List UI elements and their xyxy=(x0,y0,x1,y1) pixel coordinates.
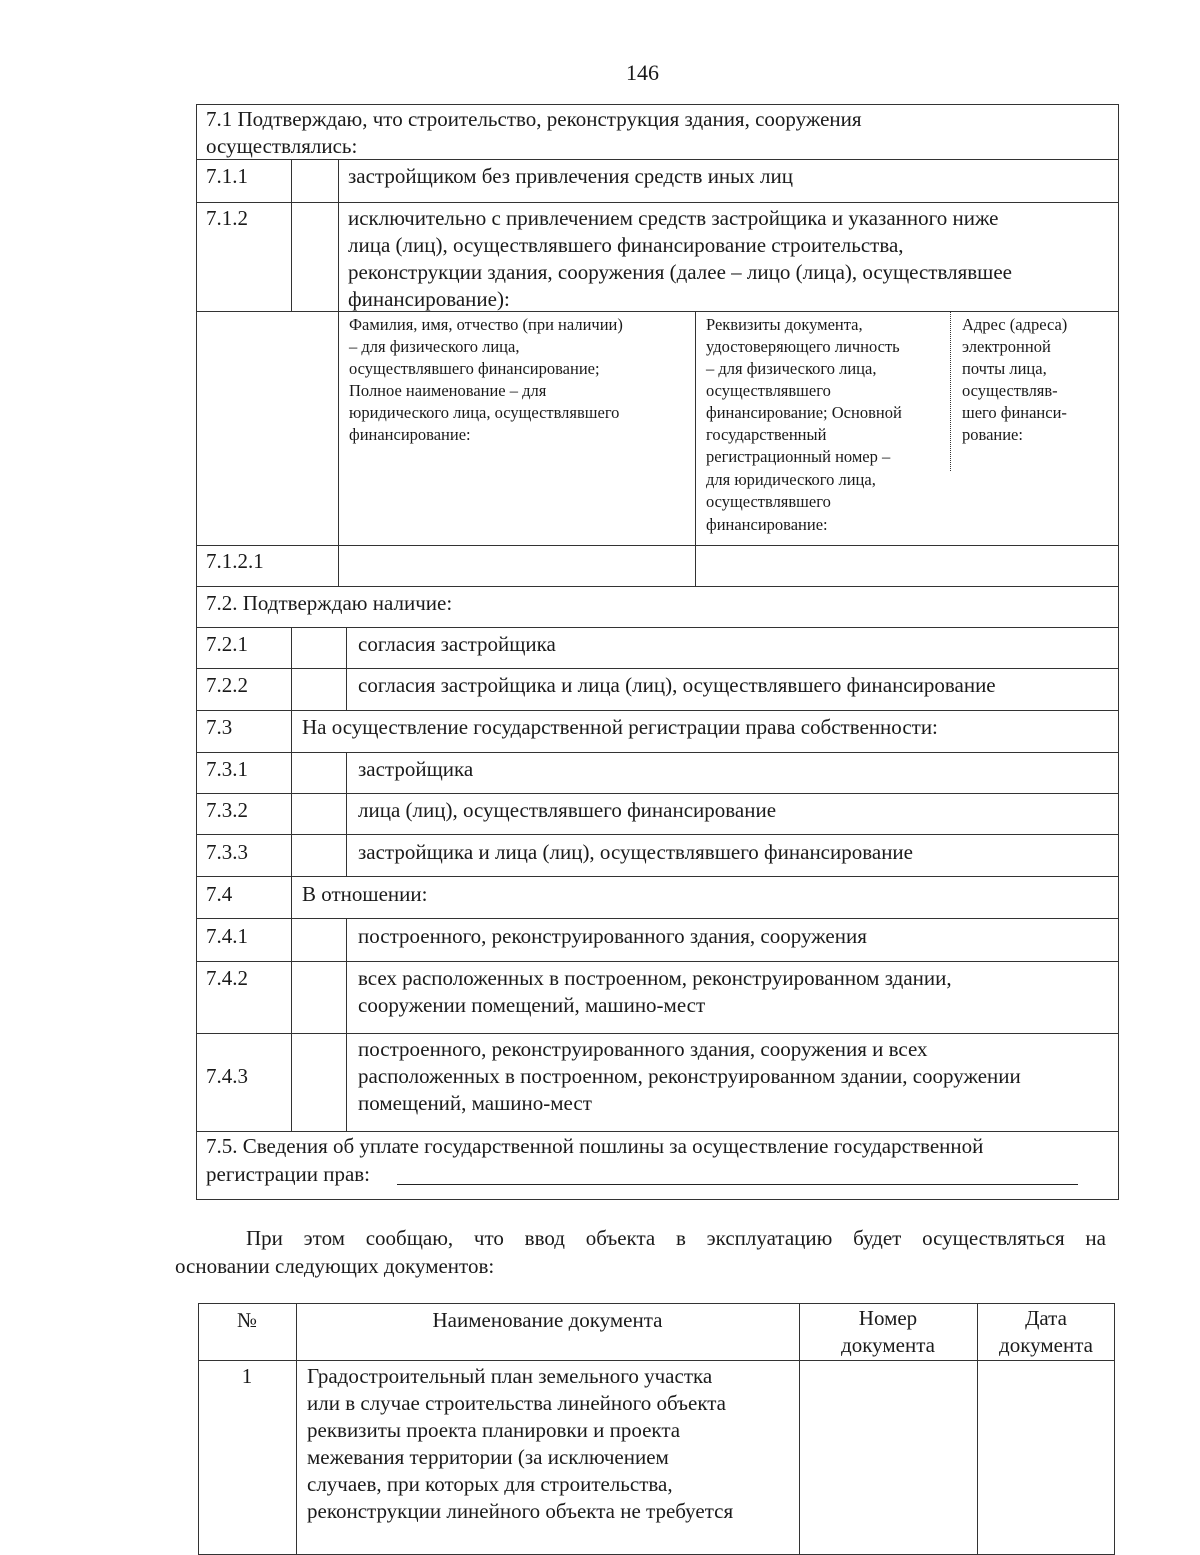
row-text: лица (лиц), осуществлявшего финансирование строительства, xyxy=(348,233,904,257)
table-row-num: 1 xyxy=(241,1364,253,1388)
financier-id-doc-header: осуществлявшего xyxy=(706,492,831,511)
section-7-5-text: 7.5. Сведения об уплате государственной пошлины за осуществление государственной xyxy=(206,1134,984,1158)
row-text: согласия застройщика xyxy=(358,632,556,656)
section-7-1-header: 7.1 Подтверждаю, что строительство, реконструкция здания, сооружения xyxy=(206,107,862,131)
row-number: 7.4.1 xyxy=(206,924,248,948)
table-row-doc-name: реконструкции линейного объекта не требуется xyxy=(307,1499,734,1523)
row-divider xyxy=(196,961,1119,962)
row-text: лица (лиц), осуществлявшего финансирование xyxy=(358,798,777,822)
financier-name-header: финансирование: xyxy=(349,425,471,444)
financier-name-header: Фамилия, имя, отчество (при наличии) xyxy=(349,315,623,334)
row-text: застройщиком без привлечения средств иных лиц xyxy=(348,164,793,188)
financier-id-doc-header: удостоверяющего личность xyxy=(706,337,900,356)
page-number: 146 xyxy=(626,60,659,85)
financier-id-doc-header: для юридического лица, xyxy=(706,470,876,489)
financier-email-header: осуществляв- xyxy=(962,381,1058,400)
section-7-5-text: регистрации прав: xyxy=(206,1162,371,1186)
row-divider xyxy=(196,545,1119,546)
financier-id-doc-header: финансирование: xyxy=(706,515,828,534)
table-row-doc-name: межевания территории (за исключением xyxy=(307,1445,669,1469)
row-divider xyxy=(196,202,1119,203)
table-row-doc-name: случаев, при которых для строительства, xyxy=(307,1472,673,1496)
row-number: 7.3.1 xyxy=(206,757,248,781)
row-divider xyxy=(196,752,1119,753)
col-divider xyxy=(291,159,292,311)
financier-id-doc-header: регистрационный номер – xyxy=(706,447,891,466)
row-text: финансирование): xyxy=(348,287,510,311)
col-divider xyxy=(695,311,696,586)
row-text: сооружении помещений, машино-мест xyxy=(358,993,706,1017)
row-number: 7.3.3 xyxy=(206,840,248,864)
col-divider xyxy=(346,627,347,710)
row-divider xyxy=(196,793,1119,794)
section-7-2-header: 7.2. Подтверждаю наличие: xyxy=(206,591,453,615)
row-text: помещений, машино-мест xyxy=(358,1091,592,1115)
financier-email-header: рование: xyxy=(962,425,1023,444)
row-divider xyxy=(196,710,1119,711)
row-text: расположенных в построенном, реконструированном здании, сооружении xyxy=(358,1064,1021,1088)
financier-id-doc-header: – для физического лица, xyxy=(706,359,877,378)
row-number: 7.1.2 xyxy=(206,206,248,230)
financier-id-doc-header: Реквизиты документа, xyxy=(706,315,863,334)
col-header-number: документа xyxy=(841,1333,935,1357)
financier-name-header: юридического лица, осуществлявшего xyxy=(349,403,620,422)
row-number: 7.3 xyxy=(206,715,233,739)
col-header-number: Номер xyxy=(858,1306,918,1330)
financier-email-header: электронной xyxy=(962,337,1051,356)
row-text: построенного, реконструированного здания, сооружения и всех xyxy=(358,1037,928,1061)
row-number: 7.2.1 xyxy=(206,632,248,656)
col-divider xyxy=(346,752,347,876)
financier-name-header: осуществлявшего финансирование; xyxy=(349,359,600,378)
row-text: застройщика и лица (лиц), осуществлявшего финансирование xyxy=(358,840,913,864)
intro-paragraph: При этом сообщаю, что ввод объекта в эксплуатацию будет осуществляться на xyxy=(246,1226,1106,1250)
col-divider xyxy=(338,159,339,586)
row-text: исключительно с привлечением средств застройщика и указанного ниже xyxy=(348,206,999,230)
row-number: 7.2.2 xyxy=(206,673,248,697)
col-header-date: Дата xyxy=(1025,1306,1067,1330)
intro-paragraph: основании следующих документов: xyxy=(175,1254,495,1278)
col-header-name: Наименование документа xyxy=(432,1308,663,1332)
row-number: 7.1.2.1 xyxy=(206,549,264,573)
row-divider xyxy=(196,876,1119,877)
col-divider xyxy=(291,710,292,1131)
col-divider xyxy=(291,627,292,710)
row-text: построенного, реконструированного здания, сооружения xyxy=(358,924,867,948)
col-divider xyxy=(950,311,951,471)
row-number: 7.3.2 xyxy=(206,798,248,822)
table-row-doc-name: или в случае строительства линейного объекта xyxy=(307,1391,726,1415)
row-divider xyxy=(196,918,1119,919)
col-header-num: № xyxy=(236,1308,258,1332)
row-number: 7.4.3 xyxy=(206,1064,248,1088)
row-divider xyxy=(196,834,1119,835)
row-number: 7.1.1 xyxy=(206,164,248,188)
row-text: согласия застройщика и лица (лиц), осуществлявшего финансирование xyxy=(358,673,996,697)
financier-email-header: шего финанси- xyxy=(962,403,1067,422)
row-number: 7.4.2 xyxy=(206,966,248,990)
row-text: застройщика xyxy=(358,757,474,781)
financier-email-header: Адрес (адреса) xyxy=(962,315,1068,334)
financier-email-header: почты лица, xyxy=(962,359,1047,378)
col-divider xyxy=(346,918,347,1131)
financier-id-doc-header: осуществлявшего xyxy=(706,381,831,400)
row-divider xyxy=(196,586,1119,587)
section-7-1-header: осуществлялись: xyxy=(206,134,358,158)
section-7-4-header: В отношении: xyxy=(302,882,428,906)
financier-name-header: – для физического лица, xyxy=(349,337,520,356)
row-text: реконструкции здания, сооружения (далее – лицо (лица), осуществлявшее xyxy=(348,260,1012,284)
col-header-date: документа xyxy=(999,1333,1093,1357)
financier-id-doc-header: государственный xyxy=(706,425,827,444)
row-text: всех расположенных в построенном, реконструированном здании, xyxy=(358,966,952,990)
row-divider xyxy=(196,1131,1119,1132)
col-divider xyxy=(296,1303,297,1555)
financier-id-doc-header: финансирование; Основной xyxy=(706,403,902,422)
row-divider xyxy=(196,311,1119,312)
financier-name-header: Полное наименование – для xyxy=(349,381,547,400)
table-row-doc-name: реквизиты проекта планировки и проекта xyxy=(307,1418,681,1442)
table-row-doc-name: Градостроительный план земельного участка xyxy=(307,1364,713,1388)
row-divider xyxy=(196,1033,1119,1034)
section-7-3-header: На осуществление государственной регистрации права собственности: xyxy=(302,715,938,739)
row-number: 7.4 xyxy=(206,882,233,906)
state-fee-field-line[interactable] xyxy=(397,1184,1078,1185)
row-divider xyxy=(196,668,1119,669)
row-divider xyxy=(196,627,1119,628)
